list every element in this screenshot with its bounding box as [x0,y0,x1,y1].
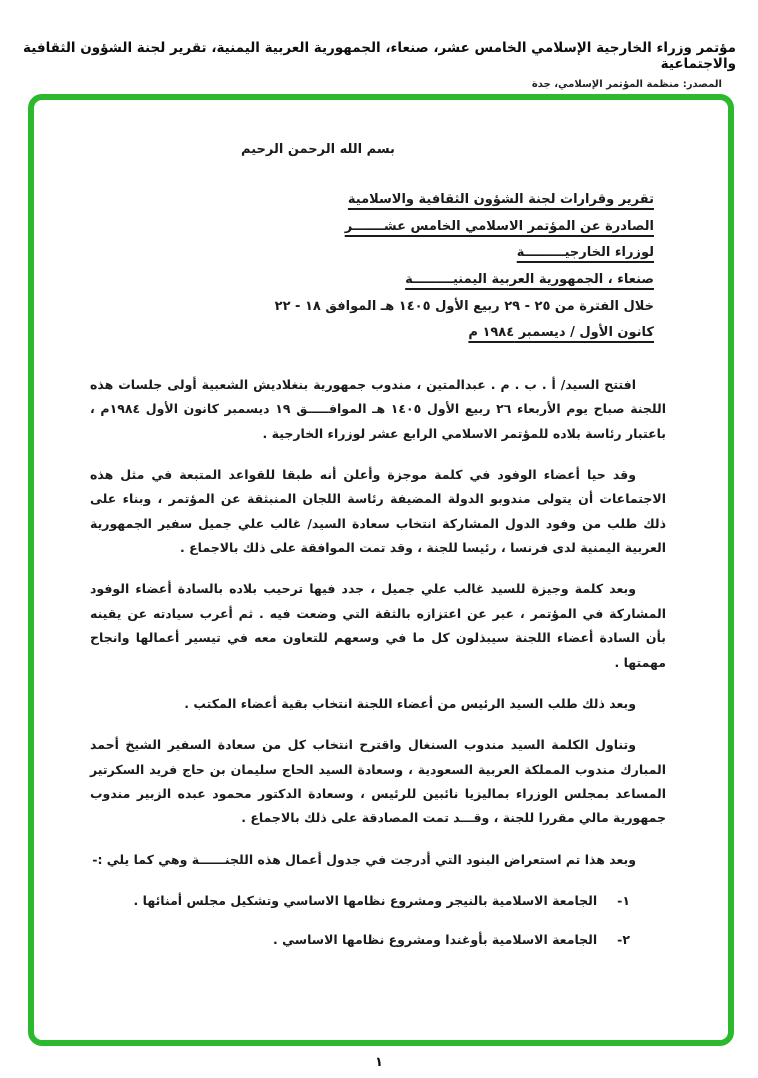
title-line: خلال الفترة من ٢٥ - ٢٩ ربيع الأول ١٤٠٥ هـ الموافق ١٨ - ٢٢ [274,298,654,314]
document-frame [28,94,734,1046]
title-line: صنعاء ، الجمهورية العربية اليمنيـــــــــة [405,271,654,287]
document-title-block [90,187,654,347]
list-item [90,928,630,952]
title-line: تقرير وقرارات لجنة الشؤون الثقافية والاسلامية [347,192,654,207]
paragraph-4: وبعد ذلك طلب السيد الرئيس من أعضاء اللجنة انتخاب بقية أعضاء المكتب . [184,695,636,711]
paragraph-1: افتتح السيد/ أ . ب . م . عبدالمتين ، مندوب جمهورية بنغلاديش الشعبية أولى جلسات هذه اللجنة صباح يوم الأربعاء ٢٦ ربيع الأول ١٤٠٥ هـ الموافـــــق ١٩ ديسمبر كانون الأول ١٩٨٤م ، باعتبار رئاسة بلاده للمؤتمر الاسلامي الرابع عشر لوزراء الخارجية . [90,376,666,441]
title-line: لوزراء الخارجيـــــــــة [516,245,654,261]
scanned-document [34,100,728,1040]
list-item-number: ١- [617,893,630,909]
page-number: ١ [375,1055,383,1070]
header-title: مؤتمر وزراء الخارجية الإسلامي الخامس عشر، صنعاء، الجمهورية العربية اليمنية، تقرير لجنة الشؤون الثقافية والاجتماعية [23,40,736,72]
list-item-text: الجامعة الاسلامية بالنيجر ومشروع نظامها الاساسي وتشكيل مجلس أمنائها . [133,893,598,909]
page-header [22,40,736,90]
agenda-list [90,889,630,952]
paragraph-6: وبعد هذا تم استعراض البنود التي أدرجت في جدول أعمال هذه اللجنــــــة وهي كما يلي :- [92,851,636,867]
paragraph-3: وبعد كلمة وجيزة للسيد غالب علي جميل ، جدد فيها ترحيب بلاده بالسادة أعضاء الوفود المشاركة في المؤتمر ، عبر عن اعتزازه بالثقة التي وضعت فيه . ثم أعرب سيادته عن يقينه بأن السادة أعضاء اللجنة سيبذلون كل ما في وسعهم للتعاون معه في تيسير أعمالها وانجاح مهمتها . [90,581,666,670]
list-item-text: الجامعة الاسلامية بأوغندا ومشروع نظامها الاساسي . [273,931,598,947]
basmala: بسم الله الرحمن الرحيم [241,142,395,157]
header-source: المصدر: منظمة المؤتمر الإسلامي، جدة [531,79,722,90]
title-line: الصادرة عن المؤتمر الاسلامي الخامس عشـــــــر [344,218,654,234]
paragraph-2: وقد حيا أعضاء الوفود في كلمة موجزة وأعلن أنه طبقا للقواعد المتبعة في مثل هذه الاجتماعات أن يتولى مندوبو الدولة المضيفة رئاسة اللجان المنبثقة عن المؤتمر ، وبناء على ذلك طلب من وفود الدول المشاركة انتخاب سعادة السيد/ غالب علي جميل سفير الجمهورية العربية اليمنية لدى فرنسا ، رئيسا للجنة ، وقد تمت الموافقة على ذلك بالاجماع . [90,466,666,556]
list-item-number: ٢- [617,931,630,947]
paragraph-5: وتناول الكلمة السيد مندوب السنغال واقترح انتخاب كل من سعادة السفير الشيخ أحمد المبارك مندوب المملكة العربية السعودية ، وسعادة السيد الحاج سليمان بن حاج فريد السكرتير المساعد بمجلس الوزراء بماليزيا نائبين للرئيس ، وسعادة الدكتور محمود عبده الزبير مندوب جمهورية مالي مقررا للجنة ، وقـــد تمت المصادقة على ذلك بالاجماع . [90,737,666,826]
list-item [90,889,630,913]
title-line: كانون الأول / ديسمبر ١٩٨٤ م [468,325,654,341]
